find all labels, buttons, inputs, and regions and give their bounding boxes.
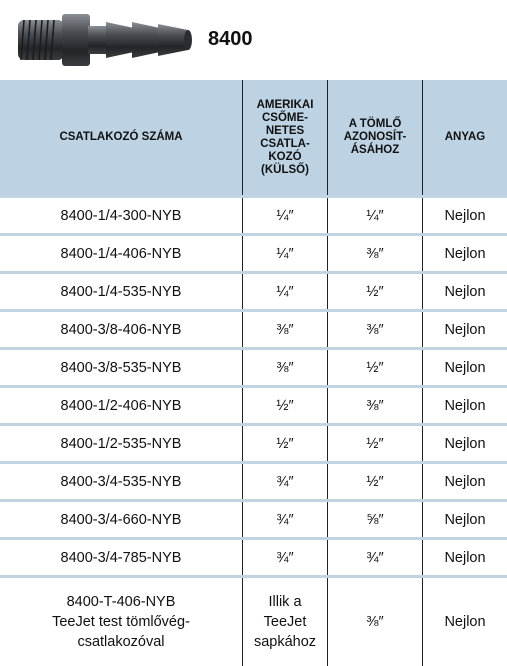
table-row xyxy=(0,463,507,501)
header-hose-id xyxy=(328,80,423,197)
cell-material: Nejlon xyxy=(423,577,507,666)
cell-material: Nejlon xyxy=(423,235,507,273)
cell-hose-id: ½″ xyxy=(328,349,423,387)
header-thread xyxy=(243,80,328,197)
cell-part-number: 8400-3/4-535-NYB xyxy=(0,463,243,501)
cell-thread: ¼″ xyxy=(243,235,328,273)
table-row xyxy=(0,311,507,349)
cell-part-number: 8400-3/4-785-NYB xyxy=(0,539,243,577)
cell-thread: ¾″ xyxy=(243,539,328,577)
table-row xyxy=(0,539,507,577)
cell-material: Nejlon xyxy=(423,387,507,425)
cell-material: Nejlon xyxy=(423,197,507,235)
cell-material: Nejlon xyxy=(423,539,507,577)
cell-part-number: 8400-1/4-535-NYB xyxy=(0,273,243,311)
cell-hose-id: ½″ xyxy=(328,425,423,463)
cell-thread: ½″ xyxy=(243,387,328,425)
cell-material: Nejlon xyxy=(423,311,507,349)
cell-thread: ¼″ xyxy=(243,197,328,235)
cell-line: TeeJet test tömlővég- xyxy=(0,612,242,632)
cell-hose-id: ½″ xyxy=(328,273,423,311)
cell-part-number: 8400-1/2-535-NYB xyxy=(0,425,243,463)
cell-line: TeeJet xyxy=(243,612,327,632)
cell-part-number: 8400-3/4-660-NYB xyxy=(0,501,243,539)
hose-barb-fitting-image xyxy=(16,6,194,72)
header-thread-line: CSATLA- xyxy=(243,138,327,151)
header-hose-line: A TÖMLŐ xyxy=(328,118,422,131)
cell-part-number: 8400-1/2-406-NYB xyxy=(0,387,243,425)
cell-material: Nejlon xyxy=(423,463,507,501)
cell-hose-id: ⅜″ xyxy=(328,311,423,349)
table-row xyxy=(0,273,507,311)
header-thread-line: (KÜLSŐ) xyxy=(243,164,327,177)
table-row xyxy=(0,577,507,666)
cell-line: Illik a xyxy=(243,592,327,612)
table-row xyxy=(0,235,507,273)
cell-part-number: 8400-3/8-406-NYB xyxy=(0,311,243,349)
table-row xyxy=(0,197,507,235)
cell-thread: ¾″ xyxy=(243,501,328,539)
product-header xyxy=(0,0,436,80)
spec-table-container xyxy=(0,80,436,661)
cell-hose-id: ⅜″ xyxy=(328,387,423,425)
header-thread-line: AMERIKAI xyxy=(243,99,327,112)
header-thread-line: NETES xyxy=(243,125,327,138)
cell-hose-id: ¾″ xyxy=(328,539,423,577)
cell-material: Nejlon xyxy=(423,425,507,463)
cell-material: Nejlon xyxy=(423,501,507,539)
header-hose-line: ÁSÁHOZ xyxy=(328,144,422,157)
cell-part-number: 8400-3/8-535-NYB xyxy=(0,349,243,387)
cell-hose-id: ⅜″ xyxy=(328,235,423,273)
table-row xyxy=(0,387,507,425)
spec-table xyxy=(0,80,507,666)
cell-thread: ¾″ xyxy=(243,463,328,501)
cell-hose-id: ½″ xyxy=(328,463,423,501)
cell-line: 8400-T-406-NYB xyxy=(0,592,242,612)
table-row xyxy=(0,349,507,387)
table-header-row xyxy=(0,80,507,197)
cell-material: Nejlon xyxy=(423,273,507,311)
model-number: 8400 xyxy=(208,28,253,51)
cell-hose-id: ¼″ xyxy=(328,197,423,235)
cell-part-number xyxy=(0,577,243,666)
cell-line: csatlakozóval xyxy=(0,632,242,652)
cell-line: sapkához xyxy=(243,632,327,652)
cell-thread: ¼″ xyxy=(243,273,328,311)
header-part-number: CSATLAKOZÓ SZÁMA xyxy=(0,80,243,197)
cell-part-number: 8400-1/4-300-NYB xyxy=(0,197,243,235)
cell-thread xyxy=(243,577,328,666)
header-hose-line: AZONOSÍT- xyxy=(328,131,422,144)
cell-hose-id: ⅝″ xyxy=(328,501,423,539)
cell-part-number: 8400-1/4-406-NYB xyxy=(0,235,243,273)
cell-thread: ⅜″ xyxy=(243,349,328,387)
cell-thread: ½″ xyxy=(243,425,328,463)
cell-material: Nejlon xyxy=(423,349,507,387)
table-row xyxy=(0,501,507,539)
header-thread-line: KOZÓ xyxy=(243,151,327,164)
header-material: ANYAG xyxy=(423,80,507,197)
table-row xyxy=(0,425,507,463)
cell-hose-id: ⅜″ xyxy=(328,577,423,666)
header-thread-line: CSŐME- xyxy=(243,112,327,125)
cell-thread: ⅜″ xyxy=(243,311,328,349)
